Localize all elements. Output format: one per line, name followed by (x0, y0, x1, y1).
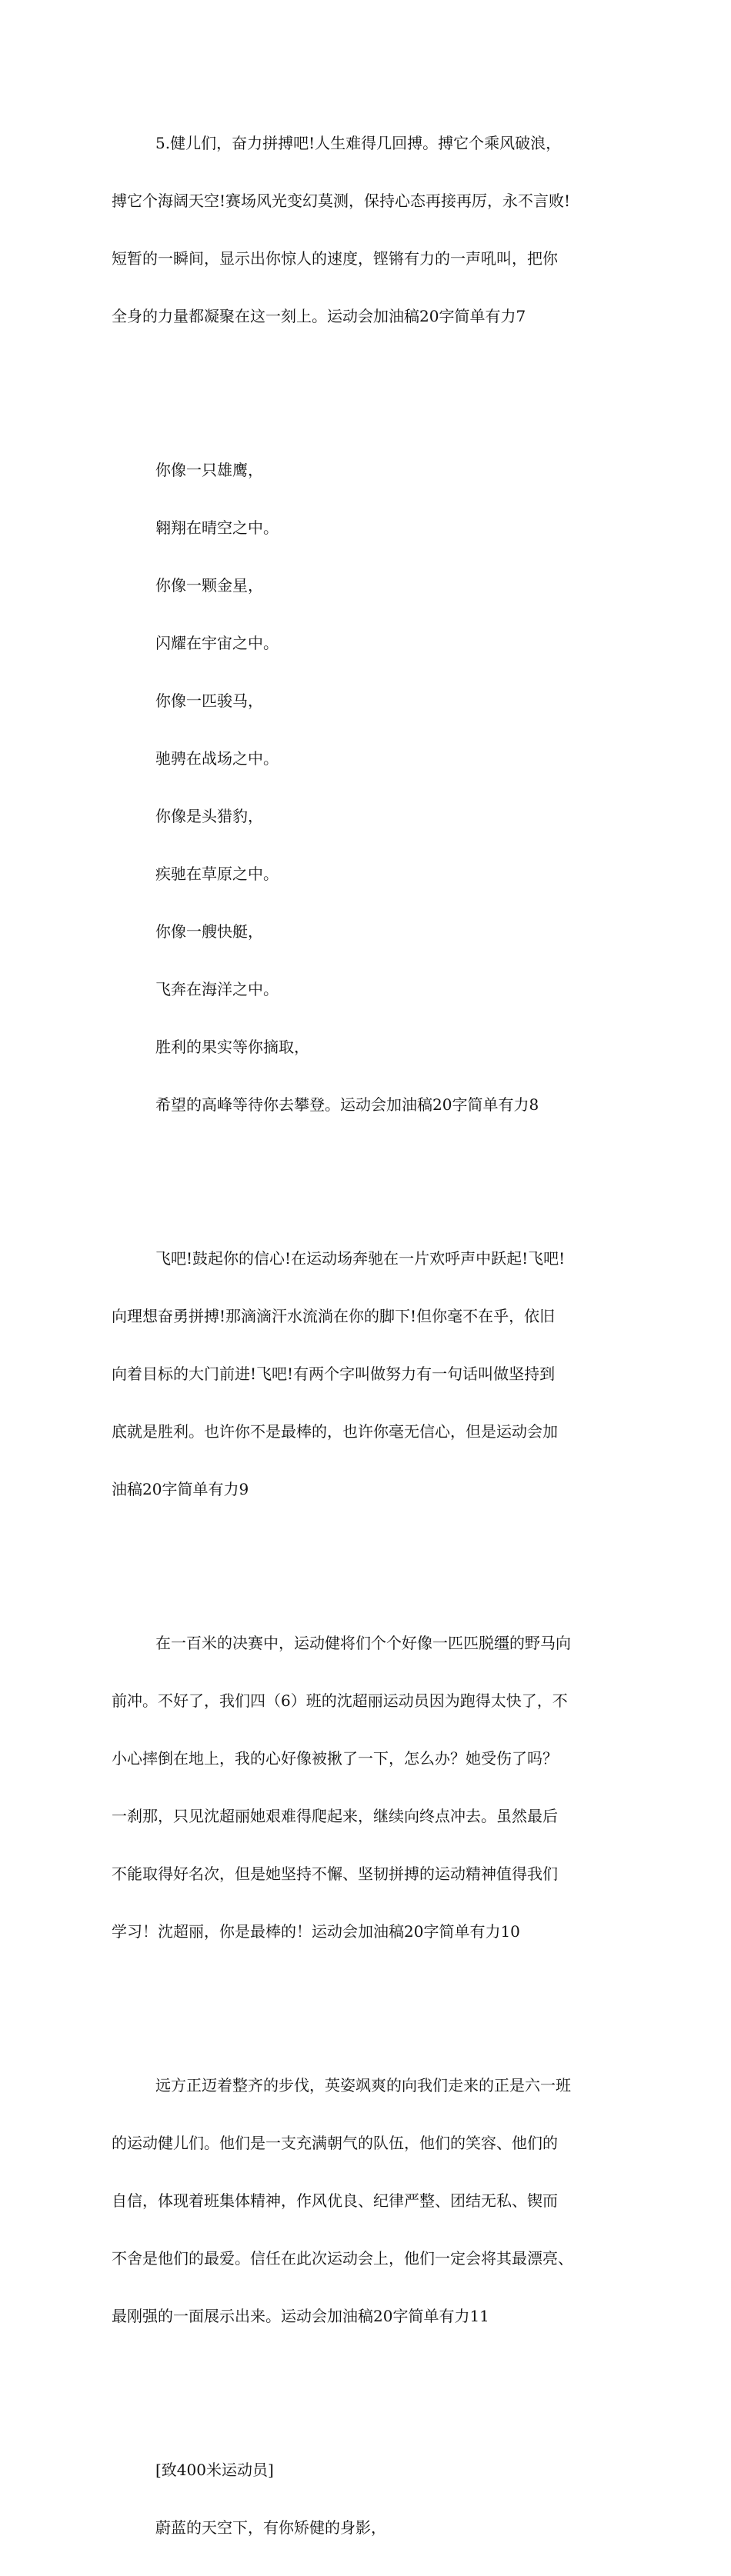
poem-line: 疾驰在草原之中。 (155, 865, 279, 883)
paragraph-gap (112, 1153, 635, 1211)
document-body (112, 95, 635, 2576)
text-line: 油稿20字简单有力9 (112, 1480, 249, 1498)
text-line: 最刚强的一面展示出来。运动会加油稿20字简单有力11 (112, 2307, 489, 2325)
text-line: 远方正迈着整齐的步伐，英姿飒爽的向我们走来的正是六一班 (155, 2076, 571, 2094)
text-line: 全身的力量都凝聚在这一刻上。运动会加油稿20字简单有力7 (112, 307, 526, 325)
text-line: 向理想奋勇拼搏!那滴滴汗水流淌在你的脚下!但你毫不在乎，依旧 (112, 1307, 556, 1325)
text-line: 不能取得好名次，但是她坚持不懈、坚韧拼搏的运动精神值得我们 (112, 1865, 558, 1883)
poem-line: 驰骋在战场之中。 (155, 749, 279, 768)
poem-line: 飞奔在海洋之中。 (155, 980, 279, 998)
text-line: 搏它个海阔天空!赛场风光变幻莫测，保持心态再接再厉，永不言败! (112, 192, 571, 210)
text-line: 向着目标的大门前进!飞吧!有两个字叫做努力有一句话叫做坚持到 (112, 1365, 556, 1383)
poem-line: 你像一只雄鹰， (155, 461, 263, 479)
paragraph-3 (112, 1211, 635, 1538)
paragraph-5 (112, 2038, 635, 2364)
section-heading: [致400米运动员] (155, 2461, 274, 2479)
text-line: 小心摔倒在地上，我的心好像被揪了一下，怎么办？她受伤了吗？ (112, 1749, 558, 1768)
poem-block (112, 422, 635, 1153)
text-line: 自信，体现着班集体精神，作风优良、纪律严整、团结无私、锲而 (112, 2191, 558, 2210)
poem-line: 你像一艘快艇， (155, 922, 263, 941)
poem-line: 翱翔在晴空之中。 (155, 518, 279, 537)
text-line: 5.健儿们，奋力拼搏吧!人生难得几回搏。搏它个乘风破浪， (155, 134, 562, 152)
poem-line: 你像是头猎豹， (155, 807, 263, 825)
poem-line: 闪耀在宇宙之中。 (155, 634, 279, 652)
paragraph-6 (112, 2422, 635, 2576)
text-line: 一刹那，只见沈超丽她艰难得爬起来，继续向终点冲去。虽然最后 (112, 1807, 558, 1825)
poem-line: 你像一颗金星， (155, 576, 263, 595)
text-line: 的运动健儿们。他们是一支充满朝气的队伍，他们的笑容、他们的 (112, 2134, 558, 2152)
poem-line: 你像一匹骏马， (155, 691, 263, 710)
text-line: 飞吧!鼓起你的信心!在运动场奔驰在一片欢呼声中跃起!飞吧! (155, 1249, 566, 1268)
text-line: 在一百米的决赛中，运动健将们个个好像一匹匹脱缰的野马向 (155, 1634, 571, 1652)
text-line: 不舍是他们的最爱。信任在此次运动会上，他们一定会将其最漂亮、 (112, 2249, 573, 2268)
paragraph-gap (112, 1980, 635, 2038)
text-line: 短暂的一瞬间，显示出你惊人的速度，铿锵有力的一声吼叫，把你 (112, 249, 558, 268)
text-line: 学习！沈超丽，你是最棒的！运动会加油稿20字简单有力10 (112, 1922, 520, 1941)
paragraph-gap (112, 365, 635, 422)
text-line: 底就是胜利。也许你不是最棒的，也许你毫无信心，但是运动会加 (112, 1422, 558, 1441)
poem-line: 胜利的果实等你摘取， (155, 1038, 309, 1056)
paragraph-gap (112, 1538, 635, 1595)
text-line: 蔚蓝的天空下，有你矫健的身影， (155, 2518, 386, 2537)
text-line: 前冲。不好了，我们四（6）班的沈超丽运动员因为跑得太快了，不 (112, 1691, 568, 1710)
paragraph-gap (112, 2364, 635, 2422)
poem-line: 希望的高峰等待你去攀登。运动会加油稿20字简单有力8 (155, 1095, 539, 1114)
paragraph-1 (112, 95, 635, 365)
paragraph-4 (112, 1595, 635, 1980)
